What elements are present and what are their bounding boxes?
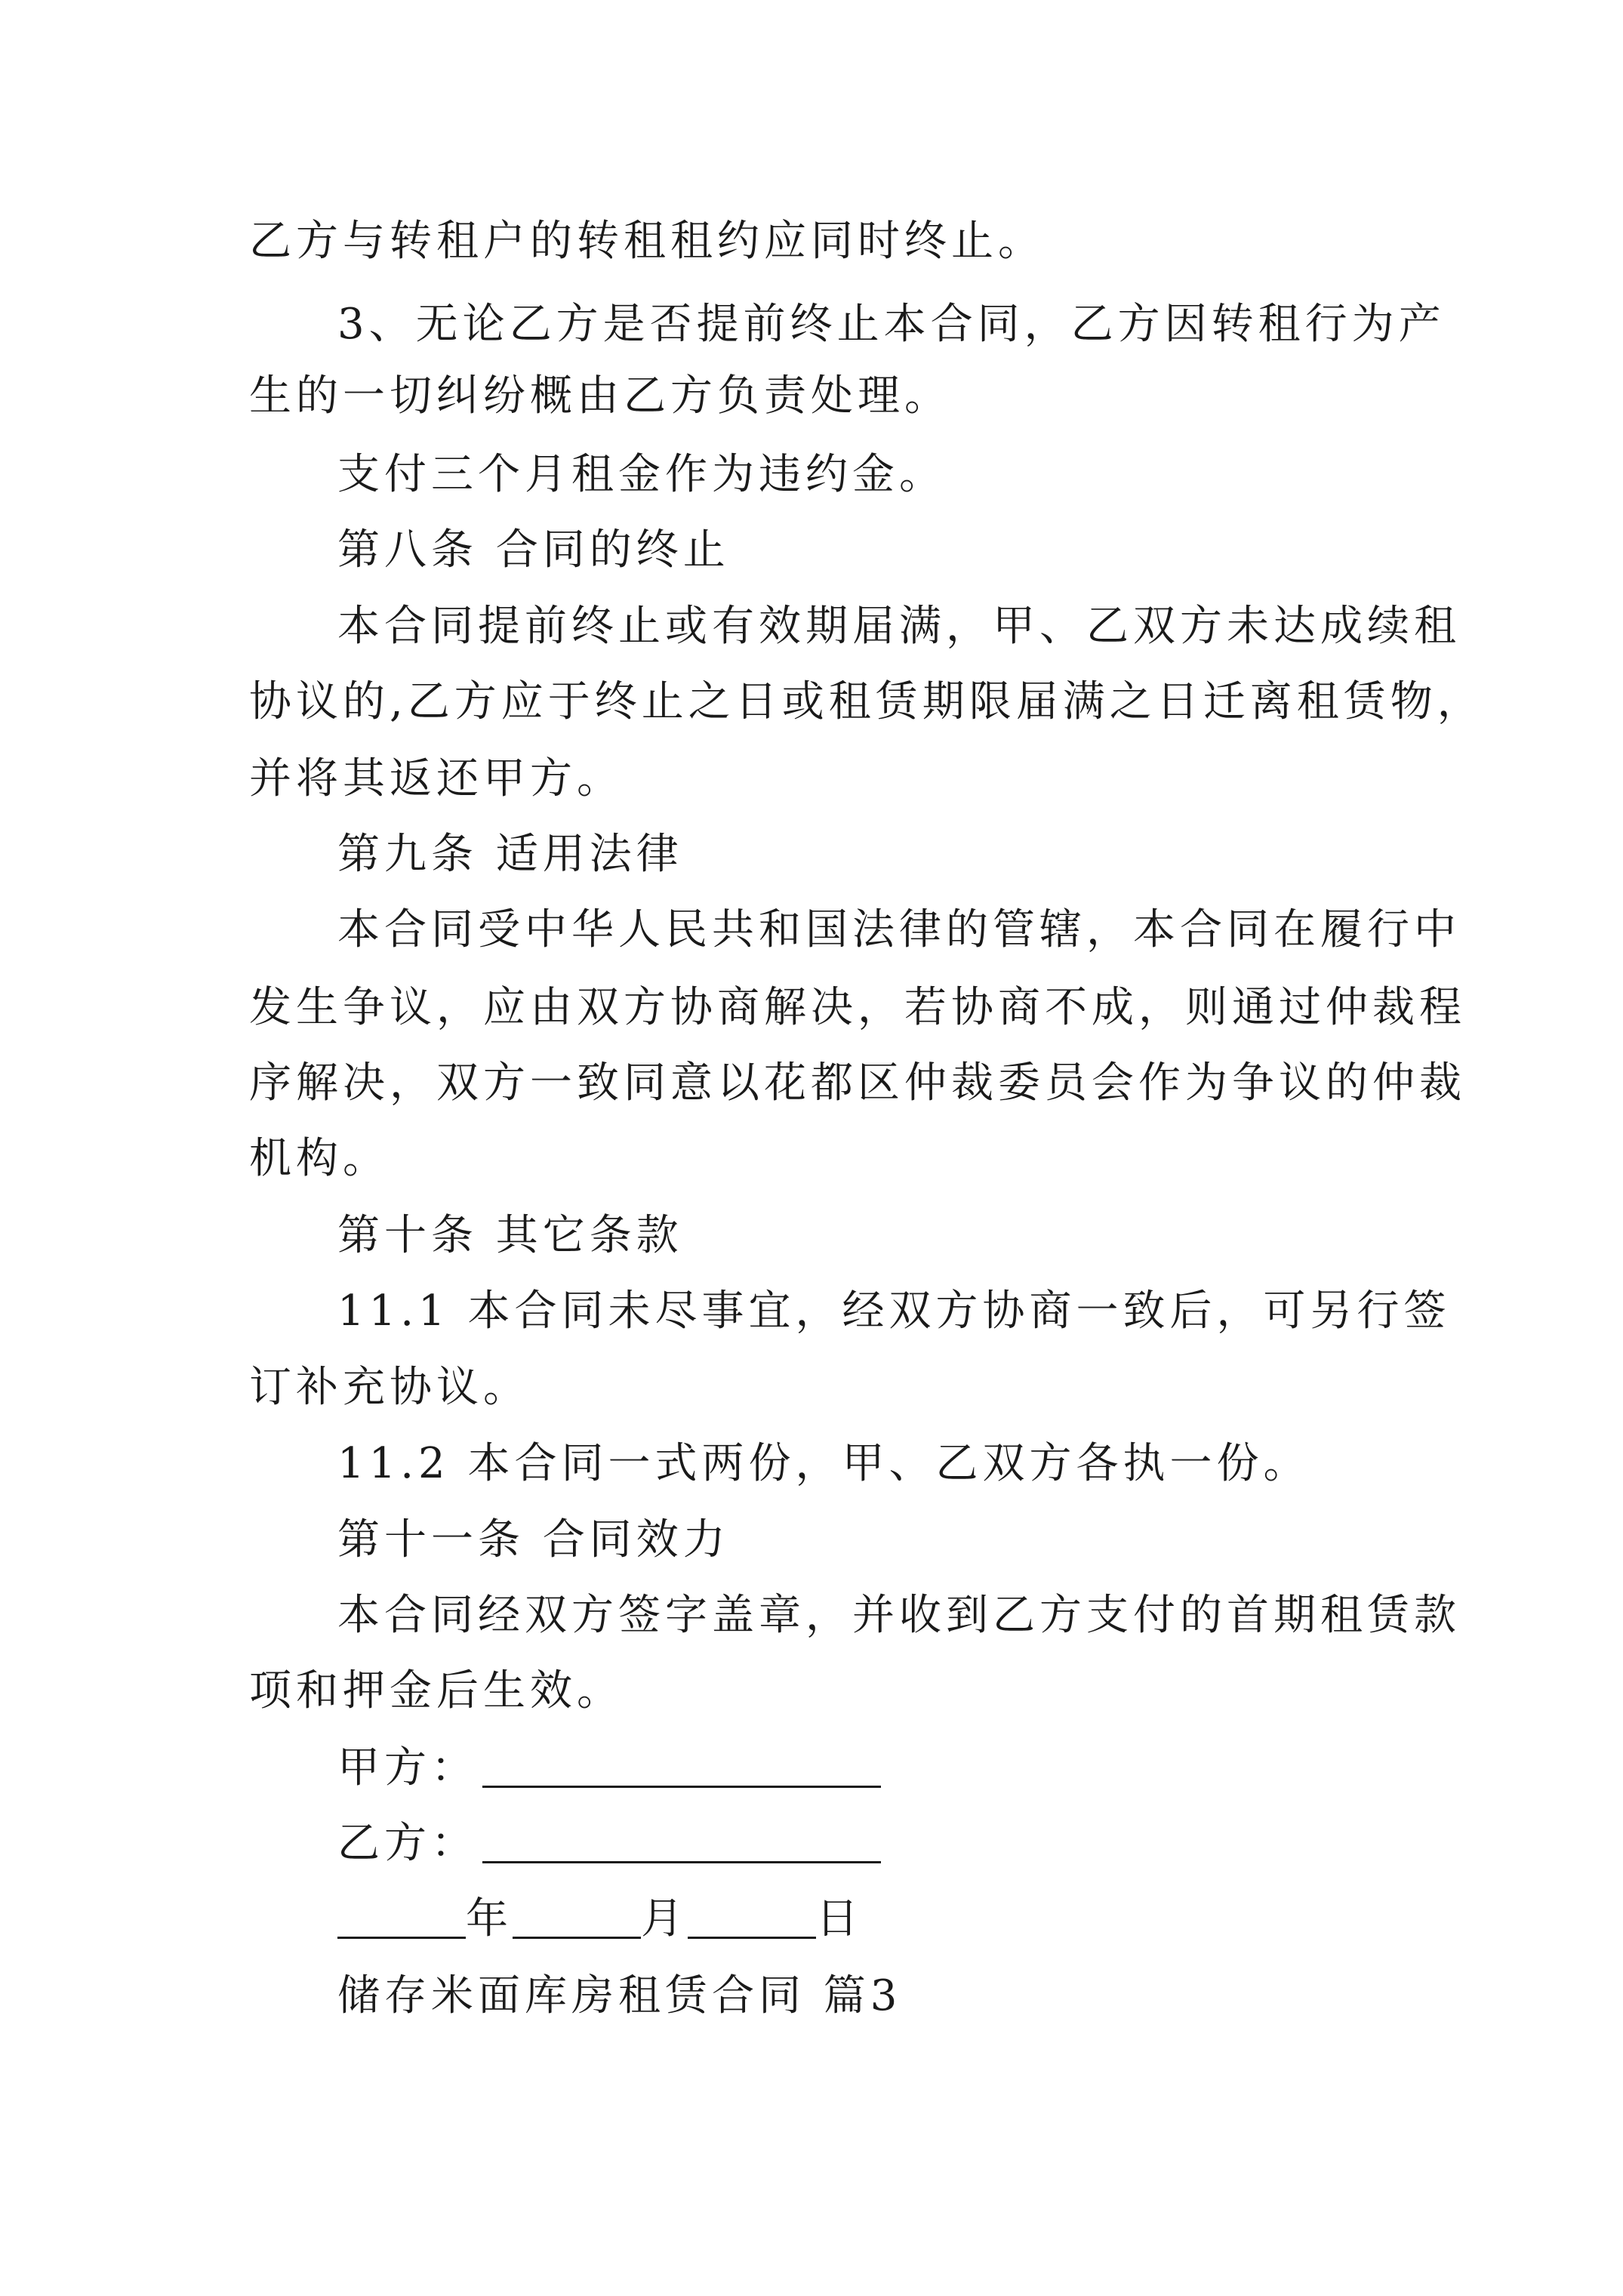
next-section-title: 储存米面库房租赁合同 篇3 [337, 1971, 902, 2020]
paragraph-line: 序解决，双方一致同意以花都区仲裁委员会作为争议的仲裁 [249, 1059, 1466, 1108]
paragraph-line: 订补充协议。 [249, 1363, 530, 1412]
month-label: 月 [641, 1894, 688, 1943]
paragraph-line: 生的一切纠纷概由乙方负责处理。 [249, 371, 951, 421]
paragraph-line: 本合同经双方签字盖章，并收到乙方支付的首期租赁款 [337, 1591, 1461, 1640]
section-heading: 第八条 合同的终止 [337, 525, 730, 575]
paragraph-line: 3、无论乙方是否提前终止本合同，乙方因转租行为产 [337, 300, 1446, 349]
paragraph-line: 机构。 [249, 1134, 390, 1183]
party-a-label: 甲方： [337, 1743, 478, 1792]
day-blank [688, 1937, 816, 1939]
party-a-signature-line [482, 1786, 881, 1788]
paragraph-line: 乙方与转租户的转租租约应同时终止。 [249, 217, 1045, 266]
section-heading: 第十一条 合同效力 [337, 1515, 730, 1564]
section-heading: 第九条 适用法律 [337, 830, 683, 879]
section-heading: 第十条 其它条款 [337, 1211, 683, 1260]
paragraph-line: 本合同提前终止或有效期届满，甲、乙双方未达成续租 [337, 602, 1461, 651]
day-label: 日 [816, 1894, 863, 1943]
paragraph-line: 协议的,乙方应于终止之日或租赁期限届满之日迁离租赁物， [249, 677, 1484, 726]
paragraph-line: 发生争议，应由双方协商解决，若协商不成，则通过仲裁程 [249, 983, 1466, 1032]
party-a-signature [337, 1744, 881, 1792]
year-label: 年 [466, 1894, 513, 1943]
party-b-label: 乙方： [337, 1819, 478, 1868]
month-blank [513, 1937, 641, 1939]
paragraph-line: 本合同受中华人民共和国法律的管辖，本合同在履行中 [337, 905, 1461, 954]
paragraph-line: 支付三个月租金作为违约金。 [337, 450, 946, 499]
paragraph-line: 并将其返还甲方。 [249, 754, 624, 803]
party-b-signature-line [482, 1861, 881, 1863]
date-line [337, 1895, 863, 1943]
party-b-signature [337, 1820, 881, 1868]
paragraph-line: 项和押金后生效。 [249, 1666, 624, 1715]
year-blank [337, 1937, 466, 1939]
paragraph-line: 11.2 本合同一式两份，甲、乙双方各执一份。 [337, 1439, 1310, 1488]
paragraph-line: 11.1 本合同未尽事宜，经双方协商一致后，可另行签 [337, 1287, 1451, 1336]
